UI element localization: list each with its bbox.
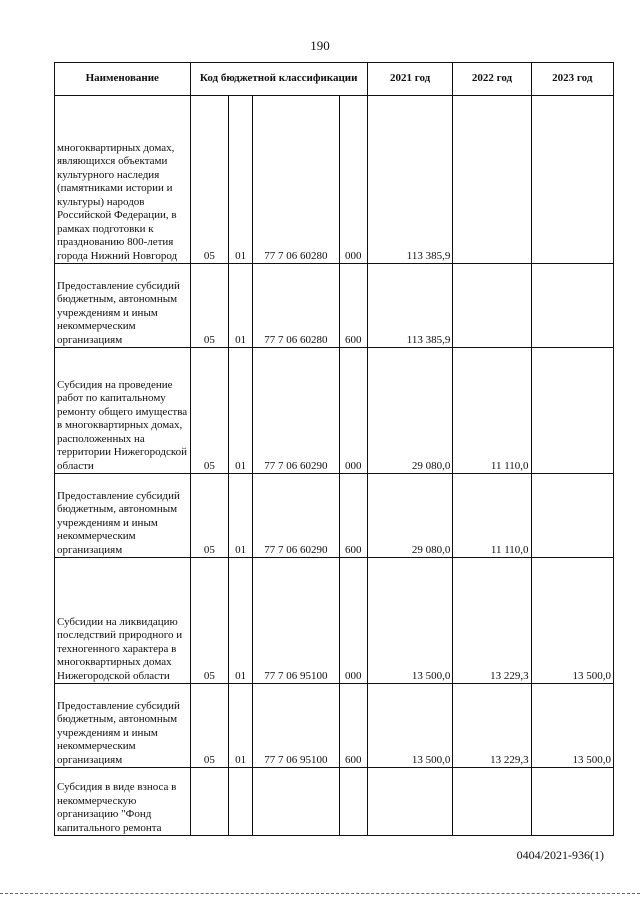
- header-2021: 2021 год: [367, 63, 453, 96]
- row-code-section: 05: [190, 558, 229, 684]
- row-value-2023: [531, 474, 613, 558]
- header-classification: Код бюджетной классификации: [190, 63, 367, 96]
- row-code-section: 05: [190, 684, 229, 768]
- row-name: Предоставление субсидий бюджетным, автономным учреждениям и иным некоммерческим организациям: [55, 264, 191, 348]
- row-code-subsection: 01: [229, 96, 253, 264]
- table-row: [55, 558, 614, 684]
- row-value-2021: [367, 768, 453, 836]
- row-code-type: 000: [339, 558, 367, 684]
- table-row: [55, 684, 614, 768]
- row-code-type: 000: [339, 96, 367, 264]
- row-code-type: 600: [339, 684, 367, 768]
- row-value-2023: [531, 264, 613, 348]
- row-code-subsection: 01: [229, 474, 253, 558]
- row-value-2021: 13 500,0: [367, 684, 453, 768]
- row-value-2022: [453, 768, 531, 836]
- row-value-2022: [453, 264, 531, 348]
- row-value-2021: 29 080,0: [367, 348, 453, 474]
- table-row: [55, 348, 614, 474]
- table-row: [55, 96, 614, 264]
- document-code: 0404/2021-936(1): [516, 848, 604, 862]
- row-value-2023: [531, 96, 613, 264]
- row-code-subsection: 01: [229, 348, 253, 474]
- row-code-subsection: 01: [229, 684, 253, 768]
- row-code-type: 600: [339, 264, 367, 348]
- row-value-2022: 11 110,0: [453, 348, 531, 474]
- row-code-target: 77 7 06 95100: [253, 558, 340, 684]
- row-name: многоквартирных домах, являющихся объектами культурного наследия (памятниками истории и культуры) народов Российской Федерации, в рамках подготовки к празднованию 800-летия города Нижний Новгород: [55, 96, 191, 264]
- row-code-subsection: [229, 768, 253, 836]
- row-name: Предоставление субсидий бюджетным, автономным учреждениям и иным некоммерческим организациям: [55, 474, 191, 558]
- row-code-section: [190, 768, 229, 836]
- row-code-type: 000: [339, 348, 367, 474]
- row-value-2022: [453, 96, 531, 264]
- row-code-type: 600: [339, 474, 367, 558]
- table-row: [55, 474, 614, 558]
- table-row: [55, 264, 614, 348]
- row-name: Субсидия в виде взноса в некоммерческую организацию "Фонд капитального ремонта: [55, 768, 191, 836]
- bottom-scan-line: [0, 893, 640, 894]
- row-code-target: 77 7 06 95100: [253, 684, 340, 768]
- row-code-section: 05: [190, 264, 229, 348]
- row-value-2021: 113 385,9: [367, 96, 453, 264]
- row-code-target: 77 7 06 60280: [253, 264, 340, 348]
- row-name: Субсидия на проведение работ по капитальному ремонту общего имущества в многоквартирных домах, расположенных на территории Нижегородской области: [55, 348, 191, 474]
- row-code-target: 77 7 06 60280: [253, 96, 340, 264]
- row-code-section: 05: [190, 348, 229, 474]
- table-header-row: [55, 63, 614, 96]
- row-code-type: [339, 768, 367, 836]
- row-code-section: 05: [190, 96, 229, 264]
- row-name: Субсидии на ликвидацию последствий природного и техногенного характера в многоквартирных домах Нижегородской области: [55, 558, 191, 684]
- page-number: 190: [310, 38, 330, 53]
- header-2023: 2023 год: [531, 63, 613, 96]
- header-2022: 2022 год: [453, 63, 531, 96]
- table-row: [55, 768, 614, 836]
- row-value-2021: 29 080,0: [367, 474, 453, 558]
- row-value-2023: 13 500,0: [531, 558, 613, 684]
- row-code-subsection: 01: [229, 264, 253, 348]
- row-value-2022: 13 229,3: [453, 684, 531, 768]
- row-code-section: 05: [190, 474, 229, 558]
- row-value-2023: [531, 768, 613, 836]
- budget-table: [54, 62, 614, 836]
- row-code-target: 77 7 06 60290: [253, 348, 340, 474]
- row-value-2022: 11 110,0: [453, 474, 531, 558]
- row-value-2021: 13 500,0: [367, 558, 453, 684]
- row-value-2022: 13 229,3: [453, 558, 531, 684]
- row-value-2021: 113 385,9: [367, 264, 453, 348]
- row-code-target: 77 7 06 60290: [253, 474, 340, 558]
- header-name: Наименование: [55, 63, 191, 96]
- row-code-subsection: 01: [229, 558, 253, 684]
- row-name: Предоставление субсидий бюджетным, автономным учреждениям и иным некоммерческим организациям: [55, 684, 191, 768]
- row-value-2023: 13 500,0: [531, 684, 613, 768]
- row-value-2023: [531, 348, 613, 474]
- row-code-target: [253, 768, 340, 836]
